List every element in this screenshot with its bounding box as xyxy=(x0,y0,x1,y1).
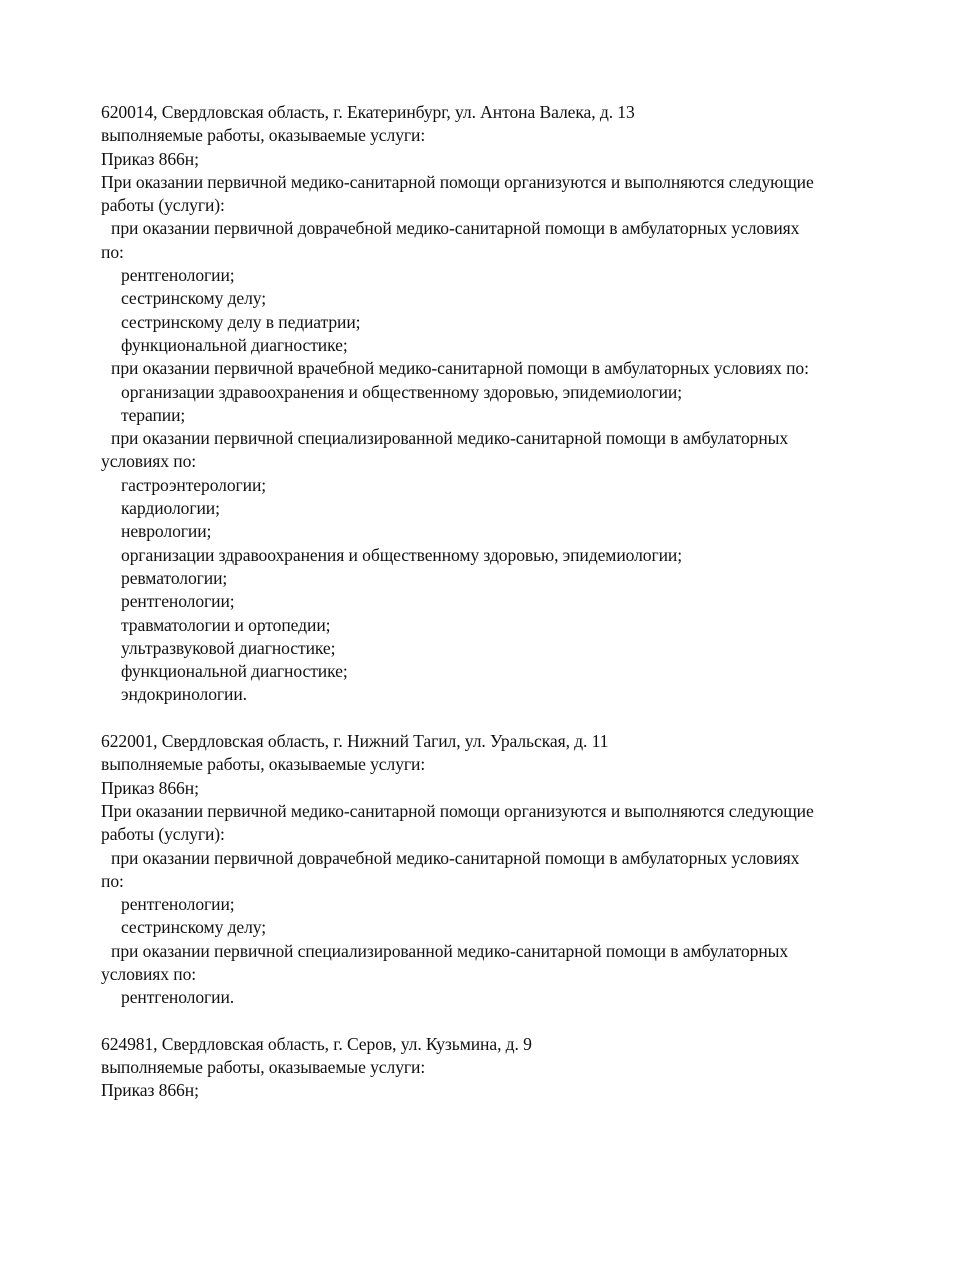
group-heading: при оказании первичной специализированной медико-санитарной помощи в амбулаторных xyxy=(111,940,789,961)
order-reference: Приказ 866н; xyxy=(101,777,199,798)
address-section-serov xyxy=(101,1033,901,1103)
intro-text-continued: работы (услуги): xyxy=(101,195,225,216)
list-item: гастроэнтерологии; xyxy=(121,474,267,495)
group-heading-continued: условиях по: xyxy=(101,963,197,984)
group-heading: при оказании первичной доврачебной медико-санитарной помощи в амбулаторных условиях xyxy=(111,218,800,239)
list-item: сестринскому делу; xyxy=(121,288,267,309)
order-reference: Приказ 866н; xyxy=(101,148,199,169)
list-item: неврологии; xyxy=(121,521,212,542)
section-spacer xyxy=(101,1010,901,1033)
list-item: функциональной диагностике; xyxy=(121,661,348,682)
section-spacer xyxy=(101,707,901,730)
list-item: рентгенологии. xyxy=(121,987,235,1008)
intro-text: При оказании первичной медико-санитарной помощи организуются и выполняются следующие xyxy=(101,171,814,192)
address-line: 620014, Свердловская область, г. Екатеринбург, ул. Антона Валека, д. 13 xyxy=(101,102,635,122)
group-heading-continued: по: xyxy=(101,870,124,891)
list-item: ревматологии; xyxy=(121,567,228,588)
list-item: терапии; xyxy=(121,404,186,425)
address-section-nizhny-tagil xyxy=(101,730,901,1010)
list-item: рентгенологии; xyxy=(121,894,235,915)
address-line: 622001, Свердловская область, г. Нижний Тагил, ул. Уральская, д. 11 xyxy=(101,731,609,752)
list-item: организации здравоохранения и общественному здоровью, эпидемиологии; xyxy=(121,544,683,565)
works-label: выполняемые работы, оказываемые услуги: xyxy=(101,125,426,146)
list-item: рентгенологии; xyxy=(121,265,235,286)
works-label: выполняемые работы, оказываемые услуги: xyxy=(101,754,426,775)
list-item: эндокринологии. xyxy=(121,684,247,705)
address-line: 624981, Свердловская область, г. Серов, ул. Кузьмина, д. 9 xyxy=(101,1033,532,1054)
list-item: сестринскому делу в педиатрии; xyxy=(121,311,361,332)
list-item: кардиологии; xyxy=(121,498,220,519)
order-reference: Приказ 866н; xyxy=(101,1080,199,1101)
document-page xyxy=(101,101,901,1103)
intro-text-continued: работы (услуги): xyxy=(101,824,225,845)
group-heading: при оказании первичной доврачебной медико-санитарной помощи в амбулаторных условиях xyxy=(111,847,800,868)
list-item: функциональной диагностике; xyxy=(121,334,348,355)
intro-text: При оказании первичной медико-санитарной помощи организуются и выполняются следующие xyxy=(101,800,814,821)
group-heading: при оказании первичной врачебной медико-санитарной помощи в амбулаторных условиях по: xyxy=(111,358,809,379)
list-item: сестринскому делу; xyxy=(121,917,267,938)
group-heading-continued: по: xyxy=(101,241,124,262)
group-heading: при оказании первичной специализированной медико-санитарной помощи в амбулаторных xyxy=(111,428,789,449)
list-item: рентгенологии; xyxy=(121,591,235,612)
list-item: травматологии и ортопедии; xyxy=(121,614,331,635)
address-section-ekaterinburg xyxy=(101,101,901,707)
works-label: выполняемые работы, оказываемые услуги: xyxy=(101,1057,426,1078)
group-heading-continued: условиях по: xyxy=(101,451,197,472)
list-item: ультразвуковой диагностике; xyxy=(121,637,336,658)
list-item: организации здравоохранения и общественному здоровью, эпидемиологии; xyxy=(121,381,683,402)
